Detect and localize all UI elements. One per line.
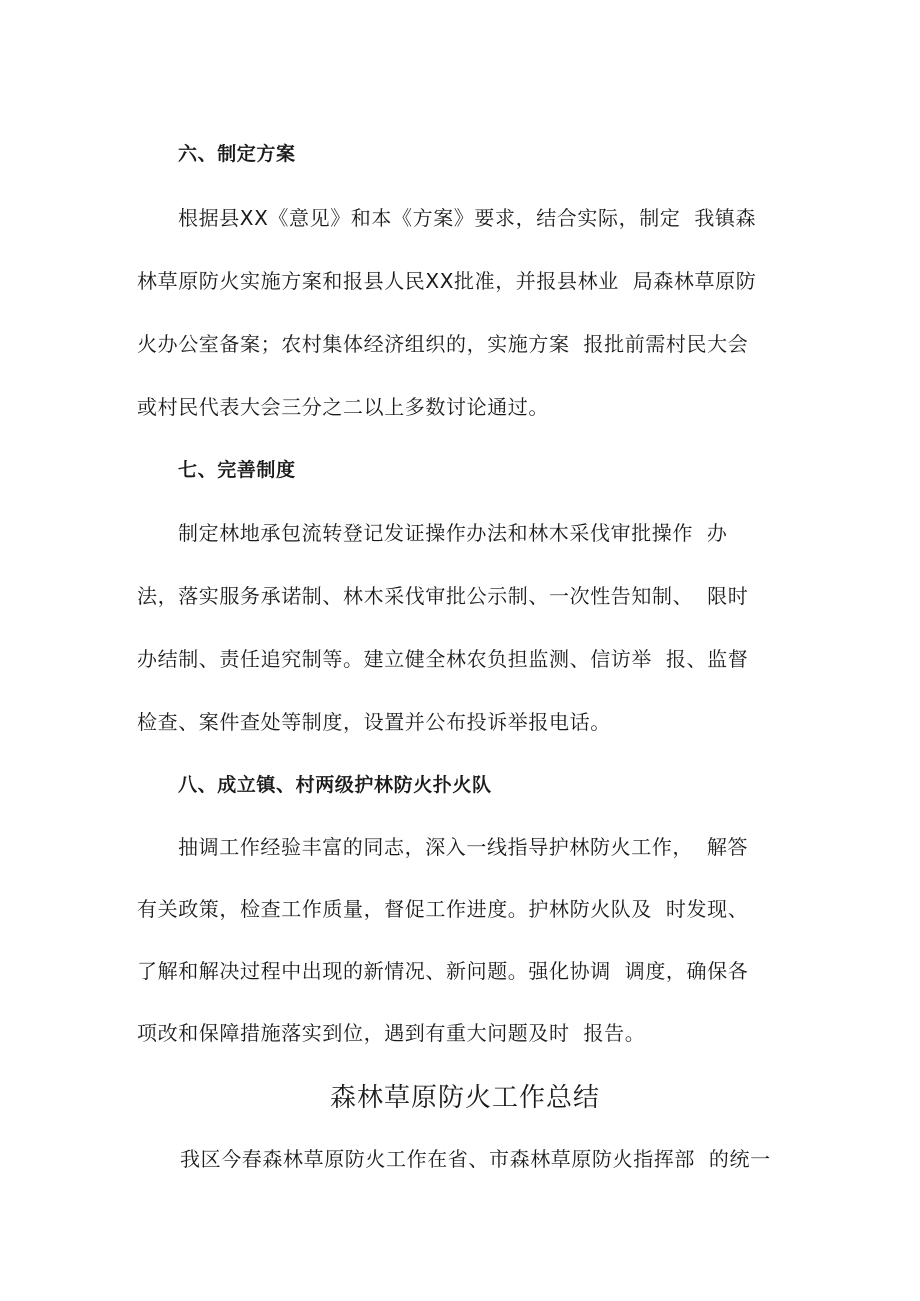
paragraph-line: 检查、案件查处等制度，设置并公布投诉举报电话。: [137, 710, 611, 734]
section-heading-8: 八、成立镇、村两级护林防火扑火队: [178, 774, 492, 796]
paragraph-line: 项改和保障措施落实到位，遇到有重大问题及时 报告。: [137, 1021, 646, 1045]
paragraph-line: 我区今春森林草原防火工作在省、市森林草原防火指挥部 的统一: [180, 1147, 771, 1171]
document-title: 森林草原防火工作总结: [329, 1083, 600, 1113]
paragraph-line: 办结制、责任追究制等。建立健全林农负担监测、信访举 报、监督: [137, 647, 749, 671]
paragraph-line: 有关政策，检查工作质量，督促工作进度。护林防火队及 时发现、: [137, 897, 749, 921]
section-heading-7: 七、完善制度: [178, 459, 296, 481]
paragraph-line: 制定林地承包流转登记发证操作办法和林木采伐审批操作 办: [178, 521, 728, 545]
section-heading-6: 六、制定方案: [178, 143, 296, 165]
paragraph-line: 根据县XX《意见》和本《方案》要求，结合实际，制定 我镇森: [178, 206, 757, 230]
paragraph-line: 法，落实服务承诺制、林木采伐审批公示制、一次性告知制、 限时: [137, 584, 749, 608]
paragraph-line: 抽调工作经验丰富的同志，深入一线指导护林防火工作， 解答: [178, 835, 749, 859]
paragraph-line: 了解和解决过程中出现的新情况、新问题。强化协调 调度，确保各: [137, 959, 749, 983]
paragraph-line: 火办公室备案；农村集体经济组织的，实施方案 报批前需村民大会: [137, 332, 749, 356]
paragraph-line: 林草原防火实施方案和报县人民XX批准，并报县林业 局森林草原防: [137, 269, 757, 293]
paragraph-line: 或村民代表大会三分之二以上多数讨论通过。: [137, 395, 549, 419]
